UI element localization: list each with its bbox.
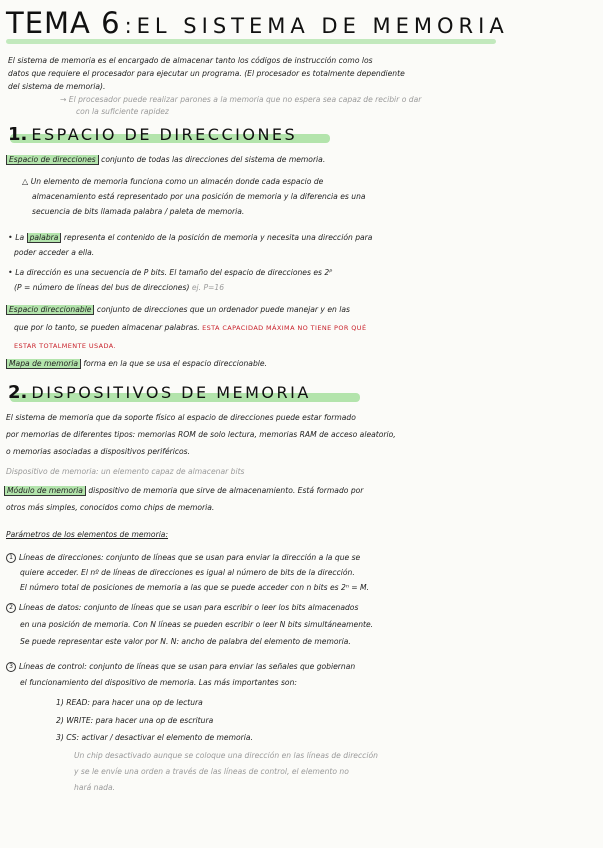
s1-p1 (6, 155, 596, 165)
s2-p3-text: dispositivo de memoria que sirve de almacenamiento. Está formado por (88, 486, 364, 495)
control-write: 2) WRITE: para hacer una op de escritura (56, 716, 214, 725)
s1-p2c: secuencia de bits llamada palabra / paleta de memoria. (32, 207, 245, 216)
s2-p3b: otros más simples, conocidos como chips de memoria. (6, 503, 215, 512)
term-palabra: palabra (27, 233, 62, 243)
section-2-title: DISPOSITIVOS DE MEMORIA (31, 383, 311, 402)
param-2-line-a (6, 603, 598, 613)
s2-p1b: por memorias de diferentes tipos: memorias ROM de solo lectura, memorias RAM de acceso aleatorio, (6, 430, 396, 439)
param-2-line-c: Se puede representar este valor por N. N: ancho de palabra del elemento de memoria. (20, 637, 351, 646)
s1-p2a (22, 177, 597, 187)
intro-line-1: El sistema de memoria es el encargado de almacenar tanto los códigos de instrucción como los (8, 56, 373, 65)
s1-p3b: poder acceder a ella. (14, 248, 95, 257)
triangle-bullet-icon: △ (22, 177, 31, 186)
s1-p5b-text: que por lo tanto, se pueden almacenar palabras. (14, 323, 200, 332)
arrow-bullet-icon: • (8, 233, 16, 242)
param-2-text-a: Líneas de datos: conjunto de líneas que se usan para escribir o leer los bits almacenados (19, 603, 359, 612)
param-1-number: 1 (6, 553, 16, 563)
param-1-line-c: El número total de posiciones de memoria a las que se puede acceder con n bits es 2ⁿ = M. (20, 583, 370, 592)
page-title (6, 6, 509, 40)
control-cs: 3) CS: activar / desactivar el elemento de memoria. (56, 733, 253, 742)
s1-p2a-text: Un elemento de memoria funciona como un almacén donde cada espacio de (30, 177, 324, 186)
term-mapa-memoria: Mapa de memoria (6, 359, 81, 369)
s1-p4a (8, 268, 598, 278)
control-note-2: y se le envíe una orden a través de las líneas de control, el elemento no (74, 767, 349, 776)
section-1-title: ESPACIO DE DIRECCIONES (31, 125, 298, 144)
section-2-heading (8, 382, 311, 403)
intro-line-2: datos que requiere el procesador para ejecutar un programa. (El procesador es totalmente dependiente (8, 69, 405, 78)
term-espacio-direccionable: Espacio direccionable (6, 305, 94, 315)
s2-p2: Dispositivo de memoria: un elemento capaz de almacenar bits (6, 467, 245, 476)
intro-line-4: → El procesador puede realizar parones a la memoria que no espera sea capaz de recibir o dar (60, 95, 422, 104)
params-title: Parámetros de los elementos de memoria: (6, 530, 169, 539)
s1-p5-text: conjunto de direcciones que un ordenador puede manejar y en las (96, 305, 350, 314)
param-3-line-b: el funcionamiento del dispositivo de memoria. Las más importantes son: (20, 678, 297, 687)
s1-p5b (14, 323, 599, 333)
s1-p3 (8, 233, 598, 243)
s2-p3 (4, 486, 598, 496)
s1-p4c-text: ej. P=16 (191, 283, 225, 292)
s1-p2b: almacenamiento está representado por una posición de memoria y la diferencia es una (32, 192, 366, 201)
term-espacio-direcciones: Espacio de direcciones (6, 155, 99, 165)
param-1-line-b: quiere acceder. El nº de líneas de direcciones es igual al número de bits de la dirección. (20, 568, 355, 577)
intro-line-3: del sistema de memoria). (8, 82, 106, 91)
param-3-text-a: Líneas de control: conjunto de líneas que se usan para enviar las señales que gobiernan (19, 662, 356, 671)
s2-p1c: o memorias asociadas a dispositivos periféricos. (6, 447, 191, 456)
param-3-number: 3 (6, 662, 16, 672)
section-1-heading (8, 124, 297, 145)
param-1-text-a: Líneas de direcciones: conjunto de líneas que se usan para enviar la dirección a la que se (19, 553, 361, 562)
s1-p4a-text: La dirección es una secuencia de P bits. El tamaño del espacio de direcciones es 2ᴾ (15, 268, 333, 277)
s1-p4b (14, 283, 594, 293)
param-3-line-a (6, 662, 598, 672)
s1-p1-text: conjunto de todas las direcciones del sistema de memoria. (101, 155, 326, 164)
param-2-number: 2 (6, 603, 16, 613)
s1-p3-text: representa el contenido de la posición de memoria y necesita una dirección para (63, 233, 373, 242)
s1-p5-red2: ESTAR TOTALMENTE USADA. (14, 342, 117, 350)
arrow-bullet-icon: • (8, 268, 16, 277)
title-sub: :EL SISTEMA DE MEMORIA (124, 14, 509, 38)
s1-p5c (14, 341, 594, 351)
param-1-line-a (6, 553, 598, 563)
s1-p6-text: forma en la que se usa el espacio direccionable. (83, 359, 267, 368)
s1-p5-red: ESTA CAPACIDAD MÁXIMA NO TIENE POR QUÉ (202, 324, 367, 332)
param-2-line-b: en una posición de memoria. Con N líneas se pueden escribir o leer N bits simultáneamente. (20, 620, 374, 629)
control-note-3: hará nada. (74, 783, 116, 792)
s1-p3-pre: La (15, 233, 25, 242)
control-note-1: Un chip desactivado aunque se coloque una dirección en las líneas de dirección (74, 751, 378, 760)
s1-p6 (6, 359, 596, 369)
s2-p1a: El sistema de memoria que da soporte físico al espacio de direcciones puede estar formado (6, 413, 356, 422)
section-2-number: 2. (8, 382, 28, 403)
s1-p4b-text: (P = número de líneas del bus de direcciones) (14, 283, 190, 292)
s1-p5 (6, 305, 596, 315)
control-read: 1) READ: para hacer una op de lectura (56, 698, 203, 707)
title-main: TEMA 6 (6, 6, 121, 40)
intro-line-5: con la suficiente rapidez (76, 107, 169, 116)
term-modulo-memoria: Módulo de memoria (4, 486, 86, 496)
section-1-number: 1. (8, 124, 28, 145)
